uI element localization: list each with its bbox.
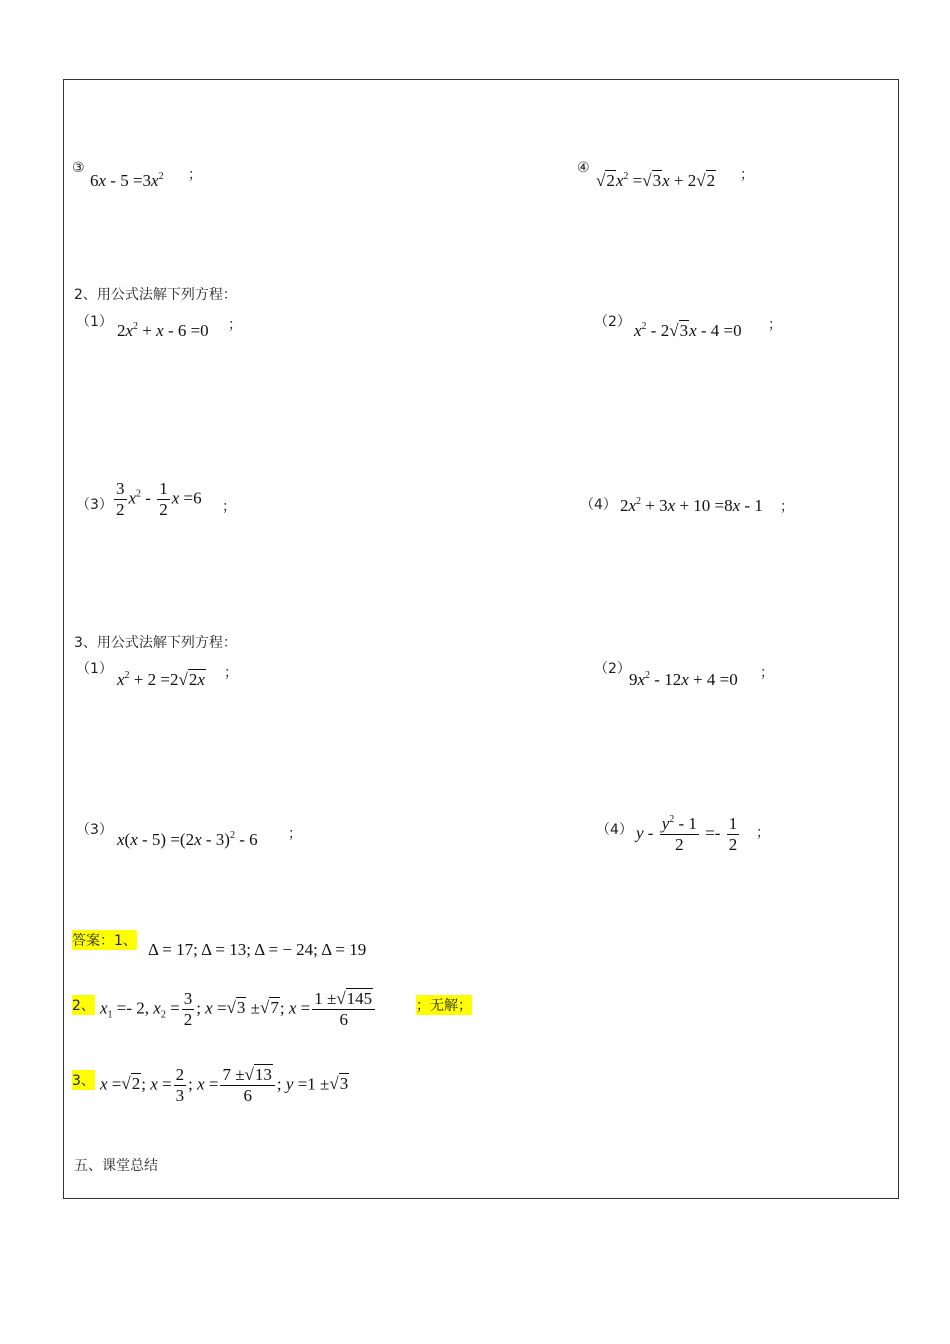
semicolon: ； bbox=[740, 167, 754, 183]
semicolon: ； bbox=[222, 499, 236, 515]
q2-label-3: （3） bbox=[76, 497, 113, 513]
q3-equation-4: y - $\frac{y^2 - 1}{2}$ =- $\frac{1}{2}$ bbox=[636, 814, 738, 854]
q3-equation-1: $x^2 + 2 =2√2x$ bbox=[117, 670, 205, 689]
question-3-title: 3、用公式法解下列方程： bbox=[74, 635, 237, 651]
item-3-label: ③ bbox=[72, 160, 85, 176]
q3-equation-3: x(x - 5) =(2x - 3)$^2$ - 6 bbox=[117, 830, 258, 849]
equation-item-3: $6x - 5 =3x^2$ bbox=[90, 171, 164, 190]
q3-label-1: （1） bbox=[76, 661, 113, 677]
answer-2: $x_1 =- 2$, $x_2$ = $\frac{3}{2}$ ; x =√3 ±√7; x = $\frac{1 \pm√145}{6}$ bbox=[100, 990, 377, 1029]
semicolon: ； bbox=[224, 665, 238, 681]
semicolon: ； bbox=[756, 825, 770, 841]
answer-3: x =√2; x = $\frac{2}{3}$ ; x = $\frac{7 \pm√13}{6}$ ; y =1 ±√3 bbox=[100, 1065, 349, 1105]
q3-equation-2: $9x^2 - 12x + 4 =0$ bbox=[629, 670, 738, 689]
semicolon: ； bbox=[228, 317, 242, 333]
q2-equation-3: $\frac{3}{2}$ $x^2$ - $\frac{1}{2}$ x =6 bbox=[116, 479, 202, 519]
q2-equation-1: $2x^2 + x - 6 =0$ bbox=[117, 321, 209, 340]
answer-2-tail: ；无解； bbox=[416, 995, 472, 1015]
q3-label-4: （4） bbox=[596, 822, 633, 838]
answer-3-label: 3、 bbox=[72, 1070, 95, 1090]
q2-equation-2: $x^2 - 2√3x - 4 =0$ bbox=[634, 321, 742, 340]
question-2-title: 2、用公式法解下列方程： bbox=[74, 287, 237, 303]
item-4-label: ④ bbox=[577, 160, 590, 176]
q2-equation-4: $2x^2 + 3x + 10 =8x - 1$ bbox=[620, 496, 763, 515]
semicolon: ； bbox=[780, 499, 794, 515]
semicolon: ； bbox=[760, 665, 774, 681]
semicolon: ； bbox=[188, 167, 202, 183]
section-5-title: 五、课堂总结 bbox=[74, 1158, 158, 1174]
q2-label-2: （2） bbox=[594, 314, 631, 330]
semicolon: ； bbox=[288, 826, 302, 842]
q3-label-2: （2） bbox=[594, 661, 631, 677]
semicolon: ； bbox=[768, 317, 782, 333]
answer-2-label: 2、 bbox=[72, 995, 95, 1015]
q2-label-4: （4） bbox=[580, 497, 617, 513]
answer-1: Δ = 17; Δ = 13; Δ = − 24; Δ = 19 bbox=[148, 940, 367, 959]
q2-label-1: （1） bbox=[76, 314, 113, 330]
q3-label-3: （3） bbox=[76, 822, 113, 838]
equation-item-4: $√2x^2 =√3x + 2√2$ bbox=[596, 171, 716, 190]
answer-label: 答案：1、 bbox=[72, 930, 137, 950]
